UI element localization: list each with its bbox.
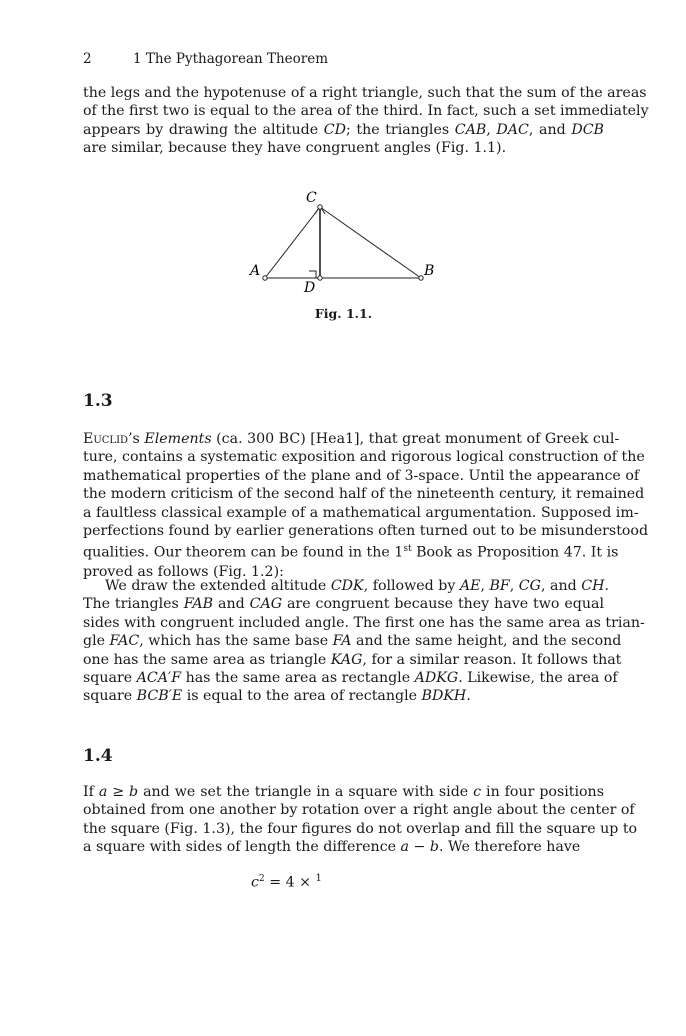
section-heading-1-3: 1.3 bbox=[83, 391, 113, 411]
text-line: Euclid’s Elements (ca. 300 BC) [Hea1], that great monument of Greek cul- bbox=[83, 431, 620, 447]
text-line: of the first two is equal to the area of the third. In fact, such a set immediately bbox=[83, 103, 649, 120]
text-line: The triangles FAB and CAG are congruent because they have two equal bbox=[83, 596, 604, 613]
text-line: appears by drawing the altitude CD; the triangles CAB, DAC, and DCB bbox=[83, 121, 604, 138]
text-line: ture, contains a systematic exposition and rigorous logical construction of the bbox=[83, 449, 645, 466]
intro-paragraph bbox=[83, 84, 649, 158]
point-a bbox=[263, 276, 267, 280]
right-angle-marker-icon bbox=[309, 271, 316, 278]
text-line: the modern criticism of the second half of the nineteenth century, it remained bbox=[83, 486, 645, 503]
text-line: obtained from one another by rotation over a right angle about the center of bbox=[83, 802, 635, 819]
text-line: the square (Fig. 1.3), the four figures do not overlap and fill the square up to bbox=[83, 820, 638, 837]
label-d: D bbox=[304, 280, 316, 295]
text-line: are similar, because they have congruent angles (Fig. 1.1). bbox=[83, 140, 507, 157]
text-line: mathematical properties of the plane and of 3-space. Until the appearance of bbox=[83, 467, 640, 484]
text-line: a faultless classical example of a mathematical argumentation. Supposed im- bbox=[83, 504, 639, 521]
point-b bbox=[419, 276, 423, 280]
section-1-3-paragraph-1 bbox=[83, 430, 649, 581]
text-line: square BCB′E is equal to the area of rectangle BDKH. bbox=[83, 688, 471, 705]
text-line: proved as follows (Fig. 1.2): bbox=[83, 563, 284, 580]
section-1-4-paragraph bbox=[83, 783, 638, 857]
text-line: a square with sides of length the difference a − b. We therefore have bbox=[83, 839, 581, 856]
running-header bbox=[83, 51, 328, 67]
page-number: 2 bbox=[83, 51, 92, 67]
text-line: qualities. Our theorem can be found in the 1st Book as Proposition 47. It is bbox=[83, 544, 619, 562]
label-a: A bbox=[250, 263, 261, 279]
text-line: one has the same area as triangle KAG, for a similar reason. It follows that bbox=[83, 651, 622, 668]
text-line: perfections found by earlier generations often turned out to be misunderstood bbox=[83, 523, 649, 540]
text-line: If a ≥ b and we set the triangle in a square with side c in four positions bbox=[83, 784, 604, 800]
text-line: square ACA′F has the same area as rectangle ADKG. Likewise, the area of bbox=[83, 670, 618, 687]
section-heading-1-4: 1.4 bbox=[83, 746, 113, 766]
text-line: gle FAC, which has the same base FA and the same height, and the second bbox=[83, 633, 622, 650]
side-ac bbox=[265, 207, 320, 278]
text-line: sides with congruent included angle. The first one has the same area as trian- bbox=[83, 614, 645, 631]
figure-1-1-triangle bbox=[243, 185, 543, 295]
text-line: We draw the extended altitude CDK, followed by AE, BF, CG, and CH. bbox=[105, 578, 609, 594]
side-cb bbox=[320, 207, 421, 278]
equation: $c^2 = 4 \times ^1$ bbox=[251, 873, 322, 891]
label-b: B bbox=[424, 263, 435, 279]
text-line: the legs and the hypotenuse of a right triangle, such that the sum of the areas bbox=[83, 85, 647, 101]
section-1-3-paragraph-2 bbox=[83, 577, 645, 706]
chapter-title: 1 The Pythagorean Theorem bbox=[133, 51, 329, 67]
label-c: C bbox=[306, 190, 317, 206]
figure-caption: Fig. 1.1. bbox=[314, 306, 373, 321]
point-d bbox=[318, 276, 322, 280]
point-c bbox=[318, 205, 322, 209]
